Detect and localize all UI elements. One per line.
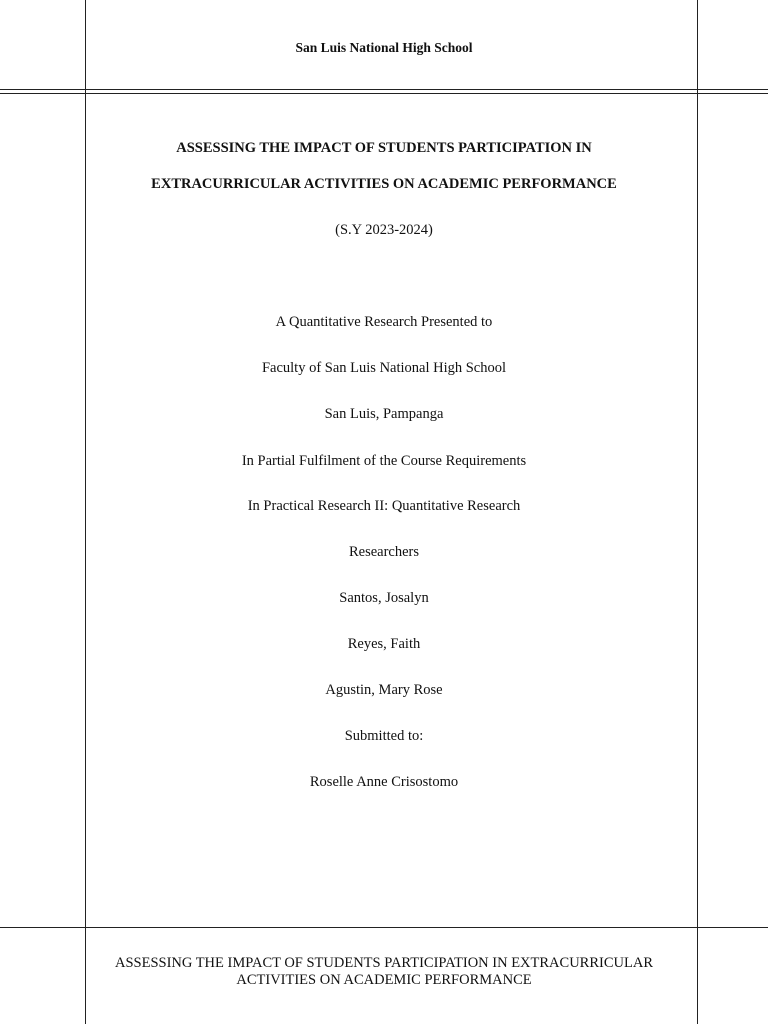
researcher-name: Reyes, Faith [347,636,421,652]
location: San Luis, Pampanga [324,406,444,422]
header-divider-bottom [0,93,768,94]
title-line-1: ASSESSING THE IMPACT OF STUDENTS PARTICIPATION IN [176,140,592,156]
school-year: (S.Y 2023-2024) [335,222,433,238]
submitted-to-name: Roselle Anne Crisostomo [309,774,459,790]
submitted-label: Submitted to: [344,728,424,744]
title-line-2: EXTRACURRICULAR ACTIVITIES ON ACADEMIC PERFORMANCE [151,176,617,192]
footer-running-title: ASSESSING THE IMPACT OF STUDENTS PARTICIPATION IN EXTRACURRICULAR ACTIVITIES ON ACADEMIC PERFORMANCE [114,955,653,988]
header-divider-top [0,89,768,90]
researchers-label: Researchers [348,544,420,560]
header-school-name: San Luis National High School [295,40,473,55]
course: In Practical Research II: Quantitative Research [247,498,521,514]
footer-divider [0,927,768,928]
fulfilment: In Partial Fulfilment of the Course Requirements [241,453,527,469]
presented-to: A Quantitative Research Presented to [275,314,493,330]
researcher-name: Agustin, Mary Rose [325,682,443,698]
faculty: Faculty of San Luis National High School [261,360,507,376]
researcher-name: Santos, Josalyn [339,590,429,606]
